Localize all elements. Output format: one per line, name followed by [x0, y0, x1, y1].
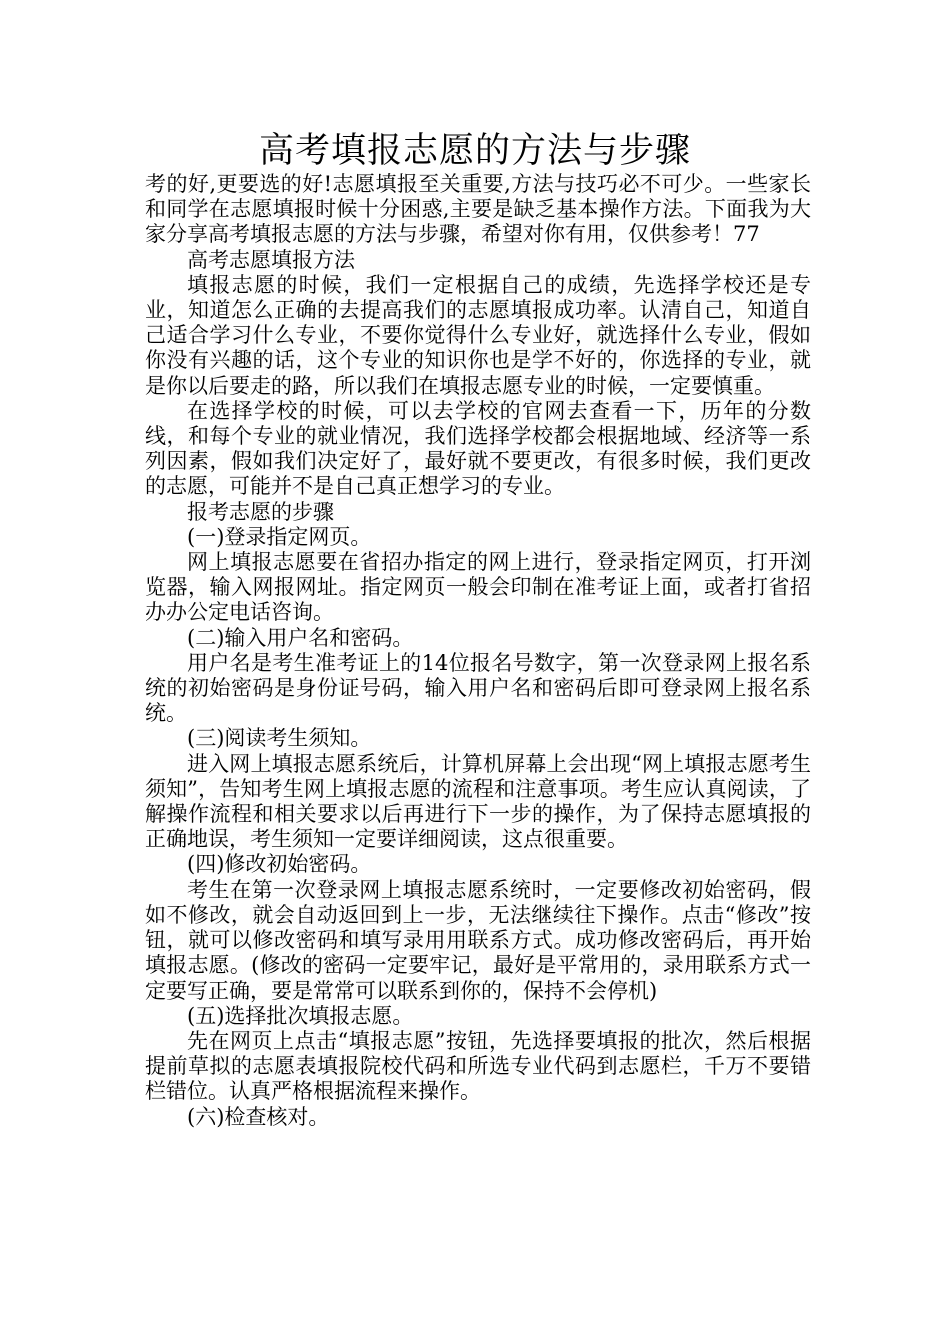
step-6-heading: (六)检查核对。 — [187, 1104, 330, 1129]
step-2-text: 用户名是考生准考证上的14位报名号数字，第一次登录网上报名系统的初始密码是身份证号码，输入用户名和密码后即可登录网上报名系统。 — [145, 650, 811, 726]
heading-steps: 报考志愿的步骤 — [187, 499, 334, 524]
paragraph-intro: 考的好,更要选的好!志愿填报至关重要,方法与技巧必不可少。一些家长和同学在志愿填报时候十分困惑,主要是缺乏基本操作方法。下面我为大家分享高考填报志愿的方法与步骤，希望对你有用，仅供参考！77 — [145, 172, 811, 247]
step-5-heading: (五)选择批次填报志愿。 — [187, 1003, 414, 1028]
step-5-text: 先在网页上点击“填报志愿”按钮，先选择要填报的批次，然后根据提前草拟的志愿表填报院校代码和所选专业代码到志愿栏，千万不要错栏错位。认真严格根据流程来操作。 — [145, 1028, 811, 1104]
heading-method: 高考志愿填报方法 — [187, 247, 355, 272]
step-2-heading: (二)输入用户名和密码。 — [187, 625, 414, 650]
step-3-text: 进入网上填报志愿系统后，计算机屏幕上会出现“网上填报志愿考生须知”，告知考生网上填报志愿的流程和注意事项。考生应认真阅读，了解操作流程和相关要求以后再进行下一步的操作，为了保持志愿填报的正确地误，考生须知一定要详细阅读，这点很重要。 — [145, 751, 811, 852]
paragraph-method-2: 在选择学校的时候，可以去学校的官网去查看一下，历年的分数线，和每个专业的就业情况，我们选择学校都会根据地域、经济等一系列因素，假如我们决定好了，最好就不要更改，有很多时候，我们更改的志愿，可能并不是自己真正想学习的专业。 — [145, 398, 811, 499]
step-4-heading: (四)修改初始密码。 — [187, 852, 372, 877]
step-3-heading: (三)阅读考生须知。 — [187, 726, 372, 751]
page-title: 高考填报志愿的方法与步骤 — [258, 131, 691, 171]
step-1-heading: (一)登录指定网页。 — [187, 524, 372, 549]
paragraph-method-1: 填报志愿的时候，我们一定根据自己的成绩，先选择学校还是专业，知道怎么正确的去提高我们的志愿填报成功率。认清自己，知道自己适合学习什么专业，不要你觉得什么专业好，就选择什么专业，假如你没有兴趣的话，这个专业的知识你也是学不好的，你选择的专业，就是你以后要走的路，所以我们在填报志愿专业的时候，一定要慎重。 — [145, 272, 811, 398]
step-4-text: 考生在第一次登录网上填报志愿系统时，一定要修改初始密码，假如不修改，就会自动返回到上一步，无法继续往下操作。点击“修改”按钮，就可以修改密码和填写录用用联系方式。成功修改密码后，再开始填报志愿。(修改的密码一定要牢记，最好是平常用的，录用联系方式一定要写正确，要是常常可以联系到你的，保持不会停机) — [145, 877, 811, 1003]
step-1-text: 网上填报志愿要在省招办指定的网上进行，登录指定网页，打开浏览器，输入网报网址。指定网页一般会印制在准考证上面，或者打省招办办公定电话咨询。 — [145, 550, 811, 625]
document-body — [145, 172, 811, 1130]
